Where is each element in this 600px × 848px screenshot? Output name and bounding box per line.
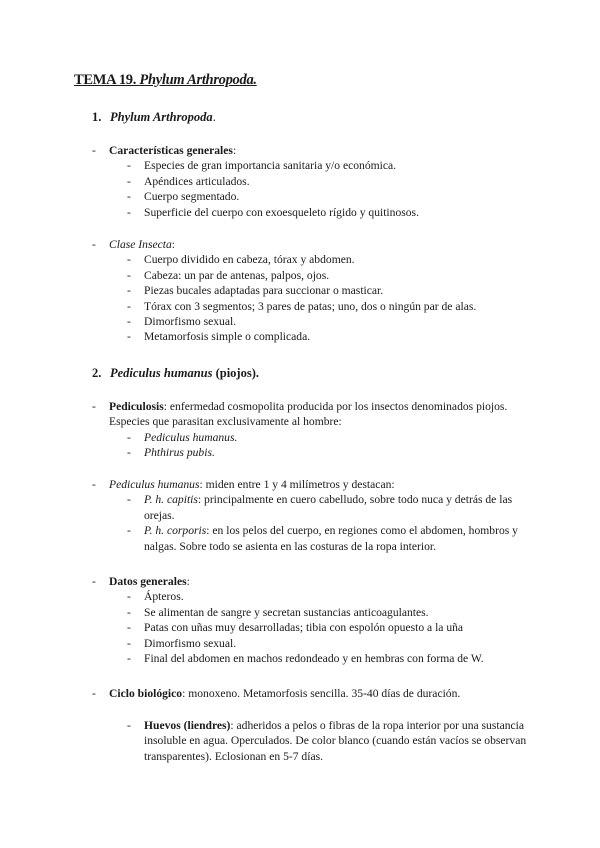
dash: - (127, 446, 131, 460)
ciclo-block (92, 686, 528, 701)
dash: - (127, 268, 131, 282)
dash: - (92, 687, 96, 700)
list-item (127, 430, 528, 445)
ph-list (127, 492, 528, 554)
dash: - (127, 315, 131, 329)
huevos-block (92, 718, 528, 776)
section-2-rest: (piojos) (212, 366, 256, 380)
section-1-heading (92, 110, 216, 125)
list-item-text: Piezas bucales adaptadas para succionar o masticar. (144, 284, 384, 298)
dash: - (127, 493, 131, 507)
list-item-text: Pediculus humanus. (144, 430, 238, 444)
dash: - (127, 205, 131, 219)
list-item (127, 605, 528, 620)
title-prefix: TEMA 19. (74, 72, 140, 88)
pediculosis-paragraph (92, 399, 528, 430)
list-item (127, 158, 528, 173)
list-item (127, 445, 528, 460)
insecta-list (127, 252, 528, 344)
datos-block (92, 574, 528, 678)
datos-heading (92, 574, 528, 589)
ciclo-paragraph (92, 686, 528, 701)
subspecies-label: P. h. corporis (144, 524, 207, 538)
caracteristicas-label: Características generales (109, 144, 233, 157)
list-item-text: Phthirus pubis. (144, 446, 215, 460)
subspecies-label: P. h. capitis (144, 493, 198, 507)
dash: - (127, 621, 131, 635)
list-item (127, 492, 528, 523)
insecta-block (92, 237, 528, 356)
datos-list (127, 589, 528, 666)
insecta-label: Clase Insecta (109, 238, 172, 251)
dash: - (92, 400, 96, 413)
list-item (127, 620, 528, 635)
list-item-text: Se alimentan de sangre y secretan sustancias anticoagulantes. (144, 605, 429, 619)
datos-label: Datos generales (109, 575, 187, 588)
list-item (127, 636, 528, 651)
list-item (127, 252, 528, 267)
ph-label: Pediculus humanus (109, 478, 200, 491)
dash: - (127, 253, 131, 267)
list-item-text: Metamorfosis simple o complicada. (144, 330, 311, 344)
list-item-text: Dimorfismo sexual. (144, 636, 237, 650)
dash: - (127, 190, 131, 204)
list-item-text: Ápteros. (144, 590, 184, 604)
caracteristicas-colon: : (232, 144, 237, 157)
dash: - (127, 330, 131, 344)
list-item-text: Final del abdomen en machos redondeado y en hembras con forma de W. (144, 652, 484, 666)
pediculosis-block (92, 399, 528, 472)
datos-colon: : (186, 575, 190, 588)
list-item-text: Dimorfismo sexual. (144, 315, 237, 329)
list-item (127, 314, 528, 329)
pediculosis-text: : enfermedad cosmopolita producida por los insectos denominados piojos. Especies que parasitan exclusivamente al hombre: (109, 400, 508, 429)
dash: - (127, 430, 131, 444)
ciclo-label: Ciclo biológico (109, 687, 183, 700)
section-2-number: 2. (92, 366, 102, 380)
insecta-heading (92, 237, 528, 252)
ph-text: : miden entre 1 y 4 milímetros y destacan: (199, 478, 395, 491)
list-item-text: : principalmente en cuero cabelludo, sobre todo nuca y detrás de las orejas. (144, 493, 513, 522)
dash: - (127, 605, 131, 619)
pediculosis-list (127, 430, 528, 461)
list-item (127, 189, 528, 204)
list-item (127, 329, 528, 344)
dash: - (127, 652, 131, 666)
huevos-text: : adheridos a pelos o fibras de la ropa interior por una sustancia insoluble en agua. Operculados. De color blanco (cuando están vacíos se observan transparentes). Eclosionan en 5-7 días. (144, 719, 527, 763)
title-phylum: Phylum Arthropoda. (139, 72, 257, 88)
list-item-text: Superficie del cuerpo con exoesqueleto rígido y quitinosos. (144, 205, 419, 219)
dash: - (92, 478, 96, 491)
section-2-punct: . (255, 366, 259, 380)
list-item-text: Especies de gran importancia sanitaria y/o económica. (144, 159, 397, 173)
dash: - (127, 524, 131, 538)
section-2-heading (92, 366, 259, 381)
list-item (127, 299, 528, 314)
section-1-number: 1. (92, 110, 102, 124)
section-2-name: Pediculus humanus (110, 366, 213, 380)
dash: - (127, 284, 131, 298)
dash: - (127, 299, 131, 313)
list-item-text: Cuerpo segmentado. (144, 190, 240, 204)
list-item (127, 205, 528, 220)
dash: - (127, 719, 131, 732)
dash: - (92, 575, 96, 588)
pediculosis-label: Pediculosis (109, 400, 164, 413)
caracteristicas-heading (92, 143, 528, 158)
document-title (74, 73, 257, 88)
caracteristicas-list (127, 158, 528, 220)
dash: - (92, 238, 96, 251)
list-item-text: Cabeza: un par de antenas, palpos, ojos. (144, 268, 330, 282)
dash: - (92, 144, 96, 157)
dash: - (127, 590, 131, 604)
list-item-text: Cuerpo dividido en cabeza, tórax y abdomen. (144, 253, 355, 267)
list-item (127, 651, 528, 666)
insecta-colon: : (171, 238, 176, 251)
caracteristicas-block (92, 143, 528, 232)
ph-paragraph (92, 477, 528, 492)
huevos-label: Huevos (liendres) (144, 719, 231, 732)
list-item (127, 718, 528, 764)
list-item-text: Patas con uñas muy desarrolladas; tibia con espolón opuesto a la uña (144, 621, 464, 635)
dash: - (127, 174, 131, 188)
dash: - (127, 159, 131, 173)
list-item (127, 589, 528, 604)
list-item (127, 174, 528, 189)
ph-block (92, 477, 528, 566)
section-1-name: Phylum Arthropoda (110, 110, 213, 124)
list-item-text: Tórax con 3 segmentos; 3 pares de patas; uno, dos o ningún par de alas. (144, 299, 477, 313)
list-item (127, 283, 528, 298)
dash: - (127, 636, 131, 650)
list-item (127, 268, 528, 283)
section-1-punct: . (212, 110, 216, 124)
ciclo-text: : monoxeno. Metamorfosis sencilla. 35-40 días de duración. (182, 687, 461, 700)
list-item (127, 523, 528, 554)
list-item-text: Apéndices articulados. (144, 174, 250, 188)
list-item-text: : en los pelos del cuerpo, en regiones como el abdomen, hombros y nalgas. Sobre todo se asienta en las costuras de la ropa interior. (144, 524, 518, 553)
huevos-list (127, 718, 528, 764)
